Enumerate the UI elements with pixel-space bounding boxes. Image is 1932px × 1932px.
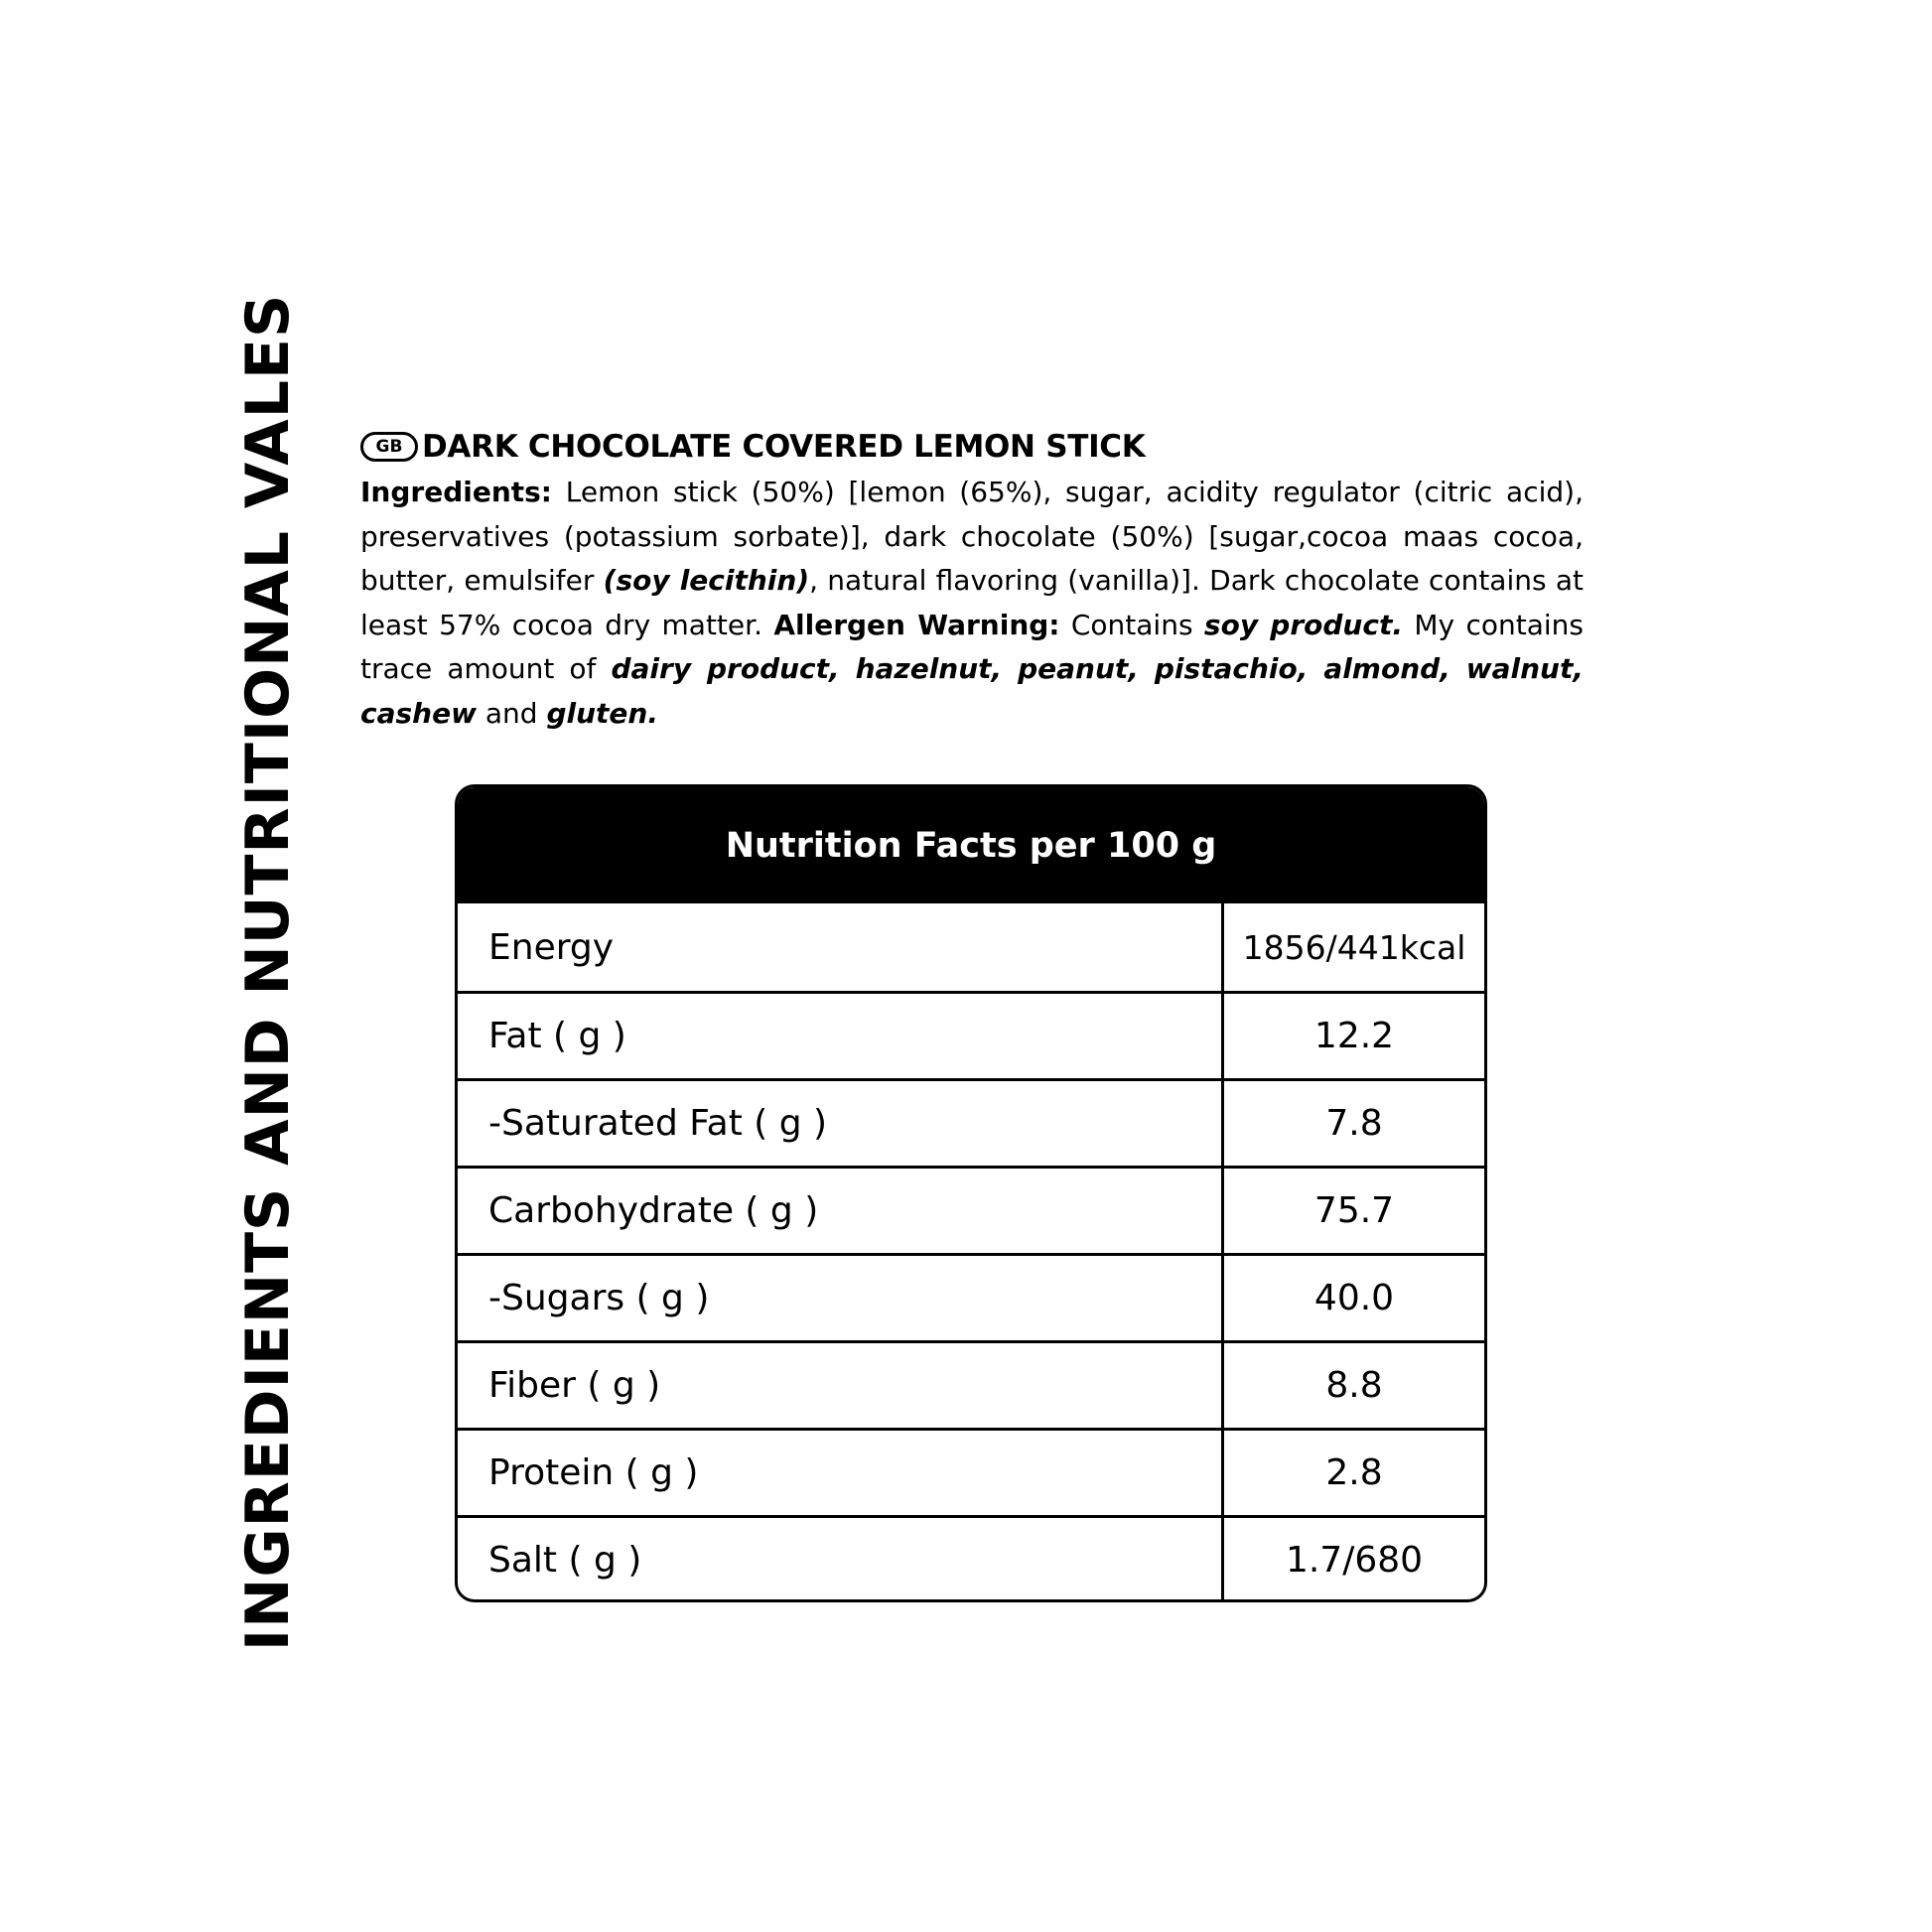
nutrient-label: Fiber ( g ) — [458, 1343, 1224, 1428]
nutrient-label: -Saturated Fat ( g ) — [458, 1081, 1224, 1166]
nutrition-row-carbohydrate — [458, 1166, 1484, 1253]
soy-product-text: soy product. — [1203, 608, 1403, 641]
trace-allergens-text: dairy product, hazelnut, peanut, pistachio, almond, walnut, cashew — [360, 652, 1584, 730]
nutrient-label: Carbohydrate ( g ) — [458, 1169, 1224, 1253]
ingredients-text: , natural flavoring (vanilla)]. Dark chocolate contains at least 57% cocoa dry matter. — [360, 564, 1584, 641]
nutrition-row-fat — [458, 991, 1484, 1078]
nutrient-value: 40.0 — [1313, 1278, 1395, 1318]
nutrient-label: Protein ( g ) — [458, 1431, 1224, 1515]
soy-lecithin-text: (soy lecithin) — [603, 564, 810, 597]
nutrient-value: 2.8 — [1325, 1452, 1383, 1493]
nutrition-row-fiber — [458, 1340, 1484, 1428]
nutrient-label: Salt ( g ) — [458, 1518, 1224, 1602]
ingredients-text: Lemon stick (50%) [lemon (65%), sugar, acidity regulator (citric acid), preservatives (potassium sorbate)], dark chocolate (50%) [sugar,cocoa maas cocoa, butter, emulsifer — [360, 476, 1584, 597]
nutrient-value: 12.2 — [1313, 1016, 1395, 1056]
ingredients-paragraph — [360, 471, 1584, 736]
nutrition-row-saturated-fat — [458, 1078, 1484, 1166]
nutrient-value: 1856/441kcal — [1242, 927, 1466, 967]
nutrition-table — [455, 784, 1487, 1602]
nutrient-value: 75.7 — [1313, 1190, 1395, 1231]
nutrition-row-energy — [458, 903, 1484, 991]
ingredients-label: Ingredients: — [360, 476, 553, 508]
product-title: DARK CHOCOLATE COVERED LEMON STICK — [422, 429, 1146, 465]
nutrition-row-protein — [458, 1428, 1484, 1515]
allergen-text: My contains trace amount of — [360, 608, 1584, 685]
gluten-text: gluten. — [546, 696, 658, 730]
nutrient-value: 8.8 — [1325, 1365, 1383, 1406]
nutrient-label: -Sugars ( g ) — [458, 1256, 1224, 1340]
nutrient-value: 7.8 — [1325, 1103, 1383, 1144]
nutrient-value: 1.7/680 — [1285, 1540, 1424, 1581]
nutrient-label: Fat ( g ) — [458, 994, 1224, 1078]
side-title: INGREDIENTS AND NUTRITIONAL VALES — [233, 293, 303, 1652]
nutrition-body — [458, 903, 1484, 1602]
nutrition-row-sugars — [458, 1253, 1484, 1340]
nutrition-header: Nutrition Facts per 100 g — [458, 787, 1484, 903]
product-header — [360, 427, 1145, 467]
country-badge: GB — [360, 432, 418, 462]
nutrition-row-salt — [458, 1515, 1484, 1602]
nutrient-label: Energy — [458, 903, 1224, 991]
allergen-warning-label: Allergen Warning: — [773, 608, 1060, 641]
allergen-text: and — [476, 696, 547, 730]
allergen-text: Contains — [1059, 608, 1204, 641]
